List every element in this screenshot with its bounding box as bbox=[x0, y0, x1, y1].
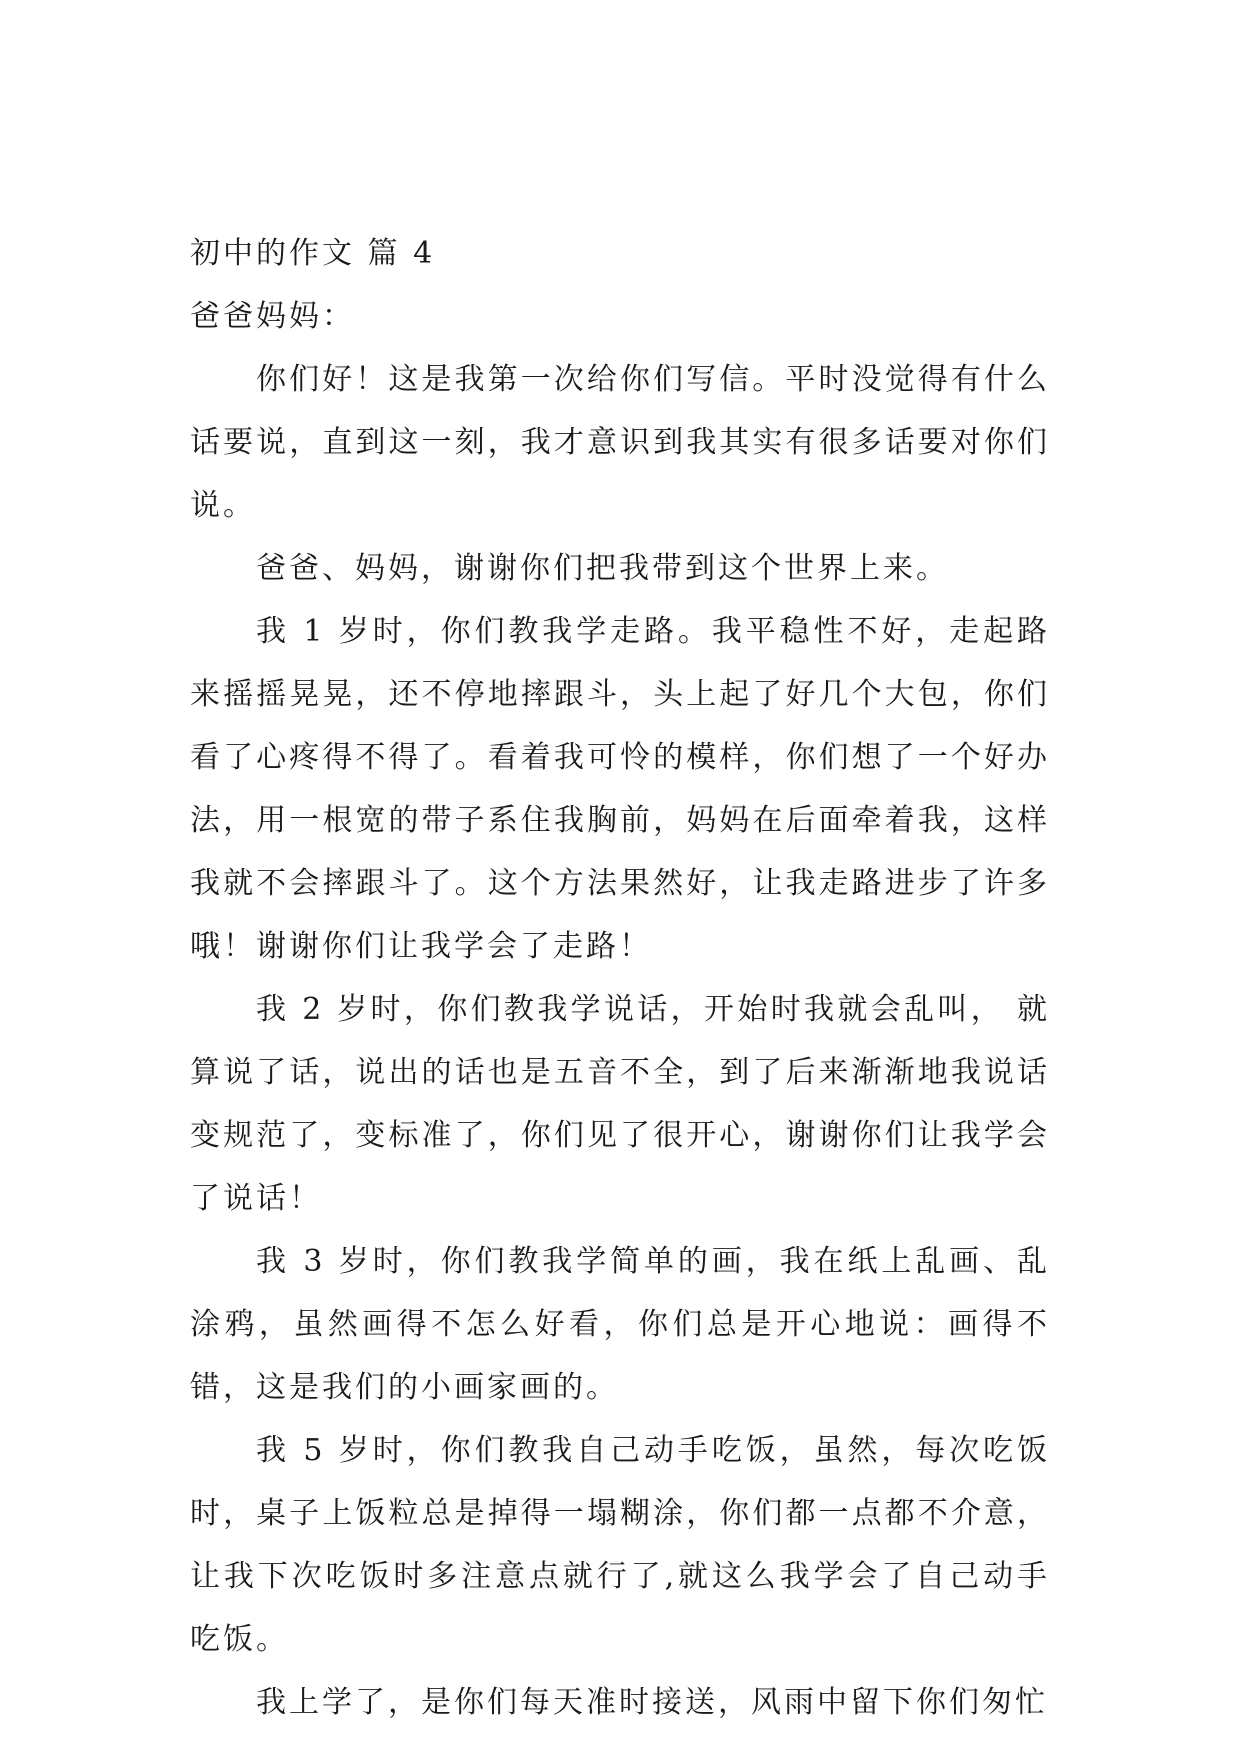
paragraph-age-1: 我 1 岁时，你们教我学走路。我平稳性不好，走起路来摇摇晃晃，还不停地摔跟斗，头上起了好几个大包，你们看了心疼得不得了。看着我可怜的模样，你们想了一个好办法，用一根宽的带子系住我胸前，妈妈在后面牵着我，这样我就不会摔跟斗了。这个方法果然好，让我走路进步了许多哦！谢谢你们让我学会了走路！ bbox=[190, 614, 1050, 964]
paragraph-age-5: 我 5 岁时，你们教我自己动手吃饭，虽然，每次吃饭时，桌子上饭粒总是掉得一塌糊涂，你们都一点都不介意，让我下次吃饭时多注意点就行了,就这么我学会了自己动手吃饭。 bbox=[190, 1433, 1050, 1657]
paragraph-thanks: 爸爸、妈妈，谢谢你们把我带到这个世界上来。 bbox=[256, 551, 949, 586]
paragraph-greeting: 你们好！这是我第一次给你们写信。平时没觉得有什么话要说，直到这一刻，我才意识到我其实有很多话要对你们说。 bbox=[190, 362, 1050, 523]
document-body bbox=[190, 222, 1050, 1734]
paragraph-age-3: 我 3 岁时，你们教我学简单的画，我在纸上乱画、乱涂鸦，虽然画得不怎么好看，你们总是开心地说：画得不错，这是我们的小画家画的。 bbox=[190, 1244, 1050, 1405]
paragraph-age-2: 我 2 岁时，你们教我学说话，开始时我就会乱叫， 就算说了话，说出的话也是五音不全，到了后来渐渐地我说话变规范了，变标准了，你们见了很开心，谢谢你们让我学会了说话！ bbox=[190, 992, 1050, 1216]
letter-salutation: 爸爸妈妈： bbox=[190, 299, 355, 334]
document-title: 初中的作文 篇 4 bbox=[190, 236, 436, 271]
paragraph-school: 我上学了，是你们每天准时接送，风雨中留下你们匆忙 bbox=[256, 1685, 1048, 1720]
